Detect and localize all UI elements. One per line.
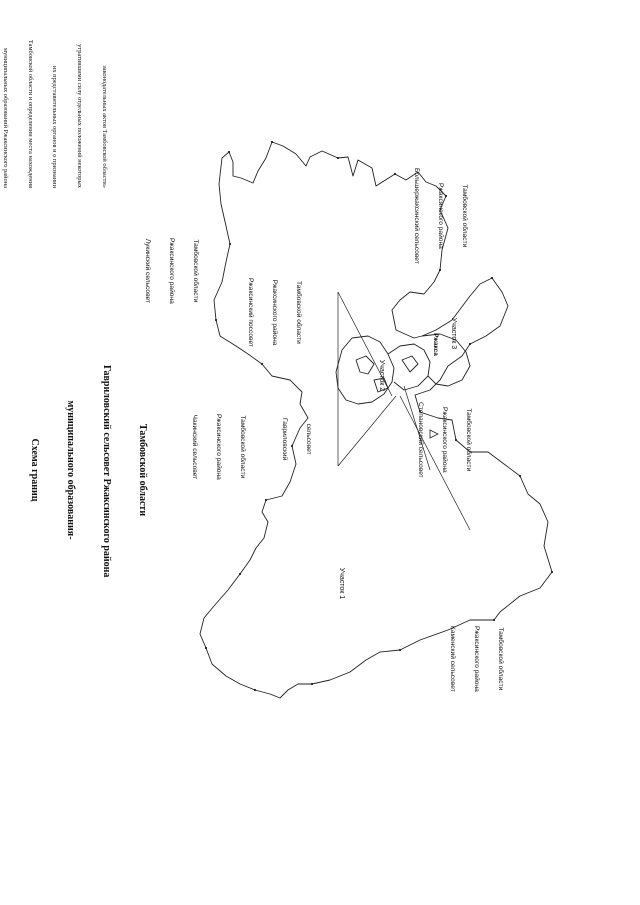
region-label-line: Чакинский сельсовет — [191, 414, 198, 480]
boundary-point — [491, 277, 493, 279]
region-label-line: Тамбовской области — [465, 408, 472, 472]
region-label-line: Тамбовской области — [295, 281, 302, 344]
region-label-line: Ржаксинский поссовет — [247, 278, 254, 347]
boundary-point — [551, 571, 553, 573]
label-lukinsky — [127, 238, 215, 304]
label-plot2 — [371, 352, 392, 391]
map-title-line: Схема границ — [29, 438, 40, 502]
boundary-point — [265, 499, 267, 501]
region-label-line: Ржаксинского района — [441, 406, 448, 473]
region-label-line: сельсовет — [305, 423, 312, 455]
boundary-point — [469, 343, 471, 345]
region-label-line: Ржаксинского района — [437, 183, 444, 249]
boundary-point — [311, 683, 313, 685]
region-label-line: Лукинский сельсовет — [144, 238, 151, 303]
region-label-line: Тамбовской области — [497, 627, 504, 691]
boundary-point — [399, 649, 401, 651]
plot2-boundary — [388, 344, 430, 390]
region-label-line: Ржаксинского района — [271, 279, 278, 346]
region-label-line: Ржаксинского района — [473, 626, 480, 692]
appendix-note-line: утратившими силу отдельных положений некоторых — [75, 44, 83, 188]
label-rzhaksinsky — [230, 278, 318, 347]
label-chakinsky — [174, 414, 262, 480]
plot1-label: Участок 1 — [338, 567, 345, 600]
map-title-line: Гавриловский сельсовет Ржаксинского района — [101, 365, 112, 578]
map-title-line: Тамбовской области — [137, 423, 148, 517]
boundary-point — [439, 269, 441, 271]
region-label-line: Степановский сельсовет — [417, 402, 424, 478]
boundary-point — [239, 573, 241, 575]
label-stepanovsky — [400, 402, 488, 478]
boundary-point — [337, 157, 339, 159]
boundary-point — [261, 363, 263, 365]
region-label-line: Каменский сельсовет — [449, 626, 456, 692]
boundary-point — [519, 475, 521, 477]
boundary-point — [228, 151, 230, 153]
leader-line — [338, 396, 396, 466]
boundary-point — [215, 319, 217, 321]
label-kamensky — [432, 626, 520, 692]
boundary-point — [493, 619, 495, 621]
region-label-line: Гавриловский — [281, 418, 288, 461]
label-plot3 — [443, 310, 464, 349]
label-gavrilovsky — [264, 418, 328, 460]
label-plot1 — [331, 560, 352, 599]
region-label-line: Большержаксинский сельсовет — [413, 168, 420, 264]
boundary-point — [254, 689, 256, 691]
boundary-point — [205, 647, 207, 649]
boundary-point — [229, 243, 231, 245]
region-label-line: Тамбовской области — [192, 239, 199, 303]
region-label-line: Ржаксинского района — [215, 414, 222, 480]
map-title-line: муниципального образования- — [65, 400, 76, 540]
town-label: Ржакса — [432, 333, 439, 356]
plot3-label: Участок 3 — [450, 317, 457, 350]
label-town — [425, 326, 446, 356]
inner-line — [402, 356, 418, 372]
appendix-note-line: муниципальных образований Ржаксинского района — [2, 47, 10, 188]
region-label-line: Тамбовской области — [461, 184, 468, 248]
label-bolsherzhaksinsky — [396, 168, 484, 264]
appendix-note-line: их представительных органов и о признании — [51, 65, 59, 188]
region-label-line: Тамбовской области — [239, 415, 246, 479]
region-label-line: Ржаксинского района — [168, 238, 175, 304]
plot2-label: Участок 2 — [378, 359, 385, 392]
appendix-note-line: законодательных актов Тамбовской области» — [100, 65, 108, 188]
appendix-note-line: Тамбовской области и определении места нахождения — [26, 39, 34, 188]
boundary-point — [271, 141, 273, 143]
